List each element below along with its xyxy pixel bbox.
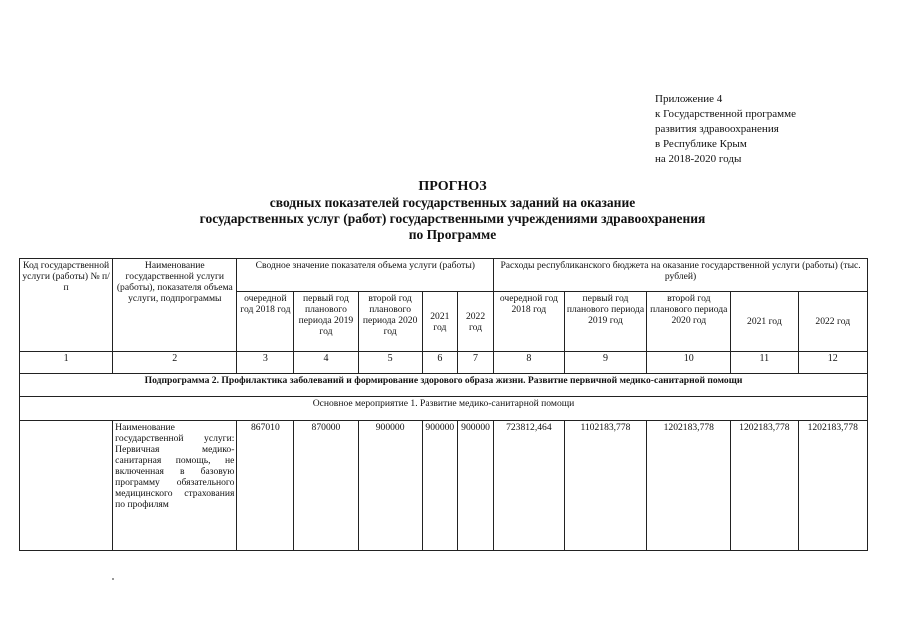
column-number: 2	[113, 352, 237, 374]
title-line: ПРОГНОЗ	[418, 179, 487, 194]
row-value: 900000	[422, 421, 457, 551]
appendix-note	[655, 92, 796, 167]
forecast-table	[19, 258, 868, 551]
column-number-row	[20, 352, 868, 374]
header-volume-2018: очередной год 2018 год	[237, 292, 294, 352]
row-value: 867010	[237, 421, 294, 551]
header-budget-2020: второй год планового периода 2020 год	[647, 292, 731, 352]
scan-speck	[112, 578, 114, 580]
header-row	[20, 259, 868, 292]
title-line: по Программе	[408, 227, 497, 242]
header-volume-2019: первый год планового периода 2019 год	[294, 292, 358, 352]
appendix-line: Приложение 4	[655, 93, 723, 105]
column-number: 7	[457, 352, 493, 374]
column-number: 5	[358, 352, 422, 374]
row-value: 1202183,778	[798, 421, 867, 551]
row-value: 900000	[457, 421, 493, 551]
column-number: 12	[798, 352, 867, 374]
title-line: сводных показателей государственных заданий на оказание	[269, 195, 636, 210]
header-budget-2022: 2022 год	[798, 292, 867, 352]
row-value: 1102183,778	[564, 421, 647, 551]
column-number: 8	[494, 352, 564, 374]
appendix-line: в Республике Крым	[655, 138, 747, 150]
header-budget-2018: очередной год 2018 год	[494, 292, 564, 352]
column-number: 9	[564, 352, 647, 374]
header-volume-group: Сводное значение показателя объема услуги (работы)	[237, 259, 494, 292]
header-budget-2021: 2021 год	[731, 292, 798, 352]
header-budget-group: Расходы республиканского бюджета на оказание государственной услуги (работы) (тыс. рублей)	[494, 259, 868, 292]
column-number: 11	[731, 352, 798, 374]
row-name: Наименование государственной услуги: Первичная медико-санитарная помощь, не включенная в базовую программу обязательного медицинского страхования по профилям	[113, 421, 237, 551]
subprogram-row	[20, 374, 868, 397]
event-title: Основное мероприятие 1. Развитие медико-санитарной помощи	[20, 397, 868, 421]
title-line: государственных услуг (работ) государственными учреждениями здравоохранения	[199, 211, 706, 226]
row-value: 723812,464	[494, 421, 564, 551]
header-volume-2022: 2022 год	[457, 292, 493, 352]
row-value: 870000	[294, 421, 358, 551]
row-value: 900000	[358, 421, 422, 551]
appendix-line: развития здравоохранения	[655, 123, 779, 135]
header-volume-2021: 2021 год	[422, 292, 457, 352]
header-volume-2020: второй год планового периода 2020 год	[358, 292, 422, 352]
column-number: 4	[294, 352, 358, 374]
column-number: 1	[20, 352, 113, 374]
event-row	[20, 397, 868, 421]
subprogram-title: Подпрограмма 2. Профилактика заболеваний и формирование здорового образа жизни. Развитие первичной медико-санитарной помощи	[20, 374, 868, 397]
table-row	[20, 421, 868, 551]
column-number: 6	[422, 352, 457, 374]
column-number: 3	[237, 352, 294, 374]
document-title	[0, 179, 905, 243]
appendix-line: на 2018-2020 годы	[655, 153, 742, 165]
row-value: 1202183,778	[731, 421, 798, 551]
row-value: 1202183,778	[647, 421, 731, 551]
appendix-line: к Государственной программе	[655, 108, 796, 120]
header-budget-2019: первый год планового периода 2019 год	[564, 292, 647, 352]
column-number: 10	[647, 352, 731, 374]
header-name: Наименование государственной услуги (работы), показателя объема услуги, подпрограммы	[113, 259, 237, 352]
header-code: Код государственной услуги (работы) № п/п	[20, 259, 113, 352]
row-code	[20, 421, 113, 551]
